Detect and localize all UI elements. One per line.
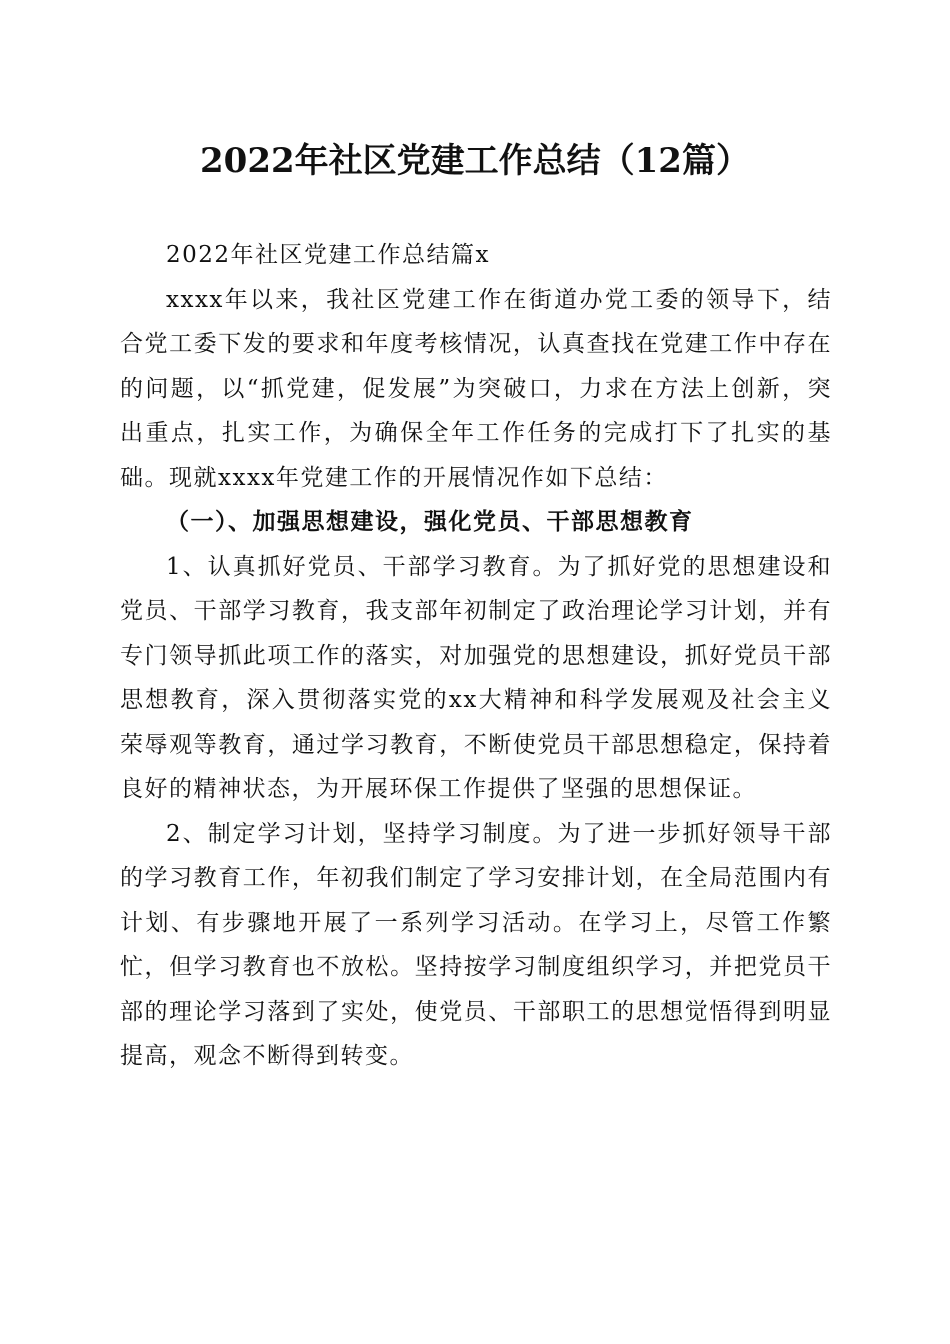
section-paragraph-2: 2、制定学习计划，坚持学习制度。为了进一步抓好领导干部的学习教育工作，年初我们制定了学习安排计划，在全局范围内有计划、有步骤地开展了一系列学习活动。在学习上，尽管工作繁忙，但学习教育也不放松。坚持按学习制度组织学习，并把党员干部的理论学习落到了实处，使党员、干部职工的思想觉悟得到明显提高，观念不断得到转变。 — [120, 820, 832, 1069]
section-heading: （一）、加强思想建设，强化党员、干部思想教育 — [166, 508, 694, 535]
document-subtitle: 2022年社区党建工作总结篇x — [166, 242, 491, 268]
section-paragraph-1: 1、认真抓好党员、干部学习教育。为了抓好党的思想建设和党员、干部学习教育，我支部年初制定了政治理论学习计划，并有专门领导抓此项工作的落实，对加强党的思想建设，抓好党员干部思想教育，深入贯彻落实党的xx大精神和科学发展观及社会主义荣辱观等教育，通过学习教育，不断使党员干部思想稳定，保持着良好的精神状态，为开展环保工作提供了坚强的思想保证。 — [120, 553, 832, 802]
document-title: 2022年社区党建工作总结（12篇） — [200, 141, 750, 181]
document-body — [120, 233, 832, 1079]
intro-paragraph: xxxx年以来，我社区党建工作在街道办党工委的领导下，结合党工委下发的要求和年度考核情况，认真查找在党建工作中存在的问题，以“抓党建，促发展”为突破口，力求在方法上创新，突出重点，扎实工作，为确保全年工作任务的完成打下了扎实的基础。现就xxxx年党建工作的开展情况作如下总结： — [120, 286, 832, 491]
